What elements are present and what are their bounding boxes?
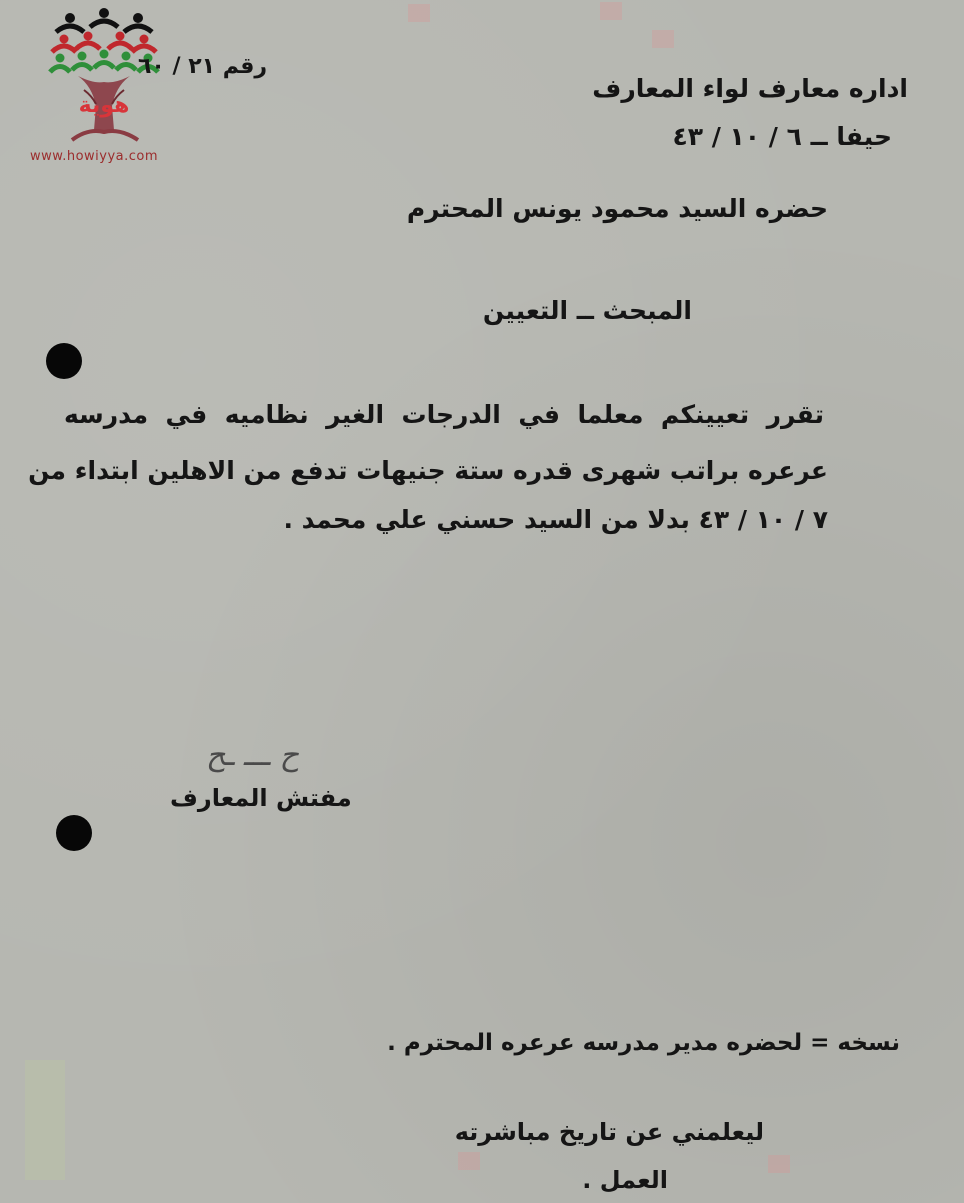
body-line-3: ٧ / ١٠ / ٤٣ بدلا من السيد حسني علي محمد . <box>283 505 828 534</box>
body-line-2: عرعره براتب شهرى قدره ستة جنيهات تدفع من الاهلين ابتداء من <box>28 456 828 485</box>
copy-to: نسخه = لحضره مدير مدرسه عرعره المحترم . <box>387 1030 900 1056</box>
note-line-1: ليعلمني عن تاريخ مباشرته <box>454 1118 764 1146</box>
note-line-2: العمل . <box>582 1166 668 1194</box>
scan-speck <box>25 1060 65 1180</box>
place-date: حيفا ــ ٦ / ١٠ / ٤٣ <box>672 122 892 151</box>
reference-number: رقم ٢١ / ٦٠ <box>138 54 268 79</box>
body-line-1: تقرر تعيينكم معلما في الدرجات الغير نظاميه في مدرسه <box>64 400 824 429</box>
scan-speck <box>600 2 622 20</box>
logo-text: هوية <box>78 93 130 118</box>
scan-speck <box>408 4 430 22</box>
punch-hole <box>46 343 82 379</box>
punch-hole <box>56 815 92 851</box>
signatory-title: مفتش المعارف <box>170 784 352 812</box>
scan-speck <box>652 30 674 48</box>
signature-scribble: ح ـــ ـح <box>206 738 299 773</box>
watermark-site: www.howiyya.com <box>30 149 159 164</box>
recipient: حضره السيد محمود يونس المحترم <box>406 194 828 223</box>
department-header: اداره معارف لواء المعارف <box>592 74 908 103</box>
scan-speck <box>458 1152 480 1170</box>
subject: المبحث ــ التعيين <box>482 296 692 325</box>
scan-speck <box>768 1155 790 1173</box>
